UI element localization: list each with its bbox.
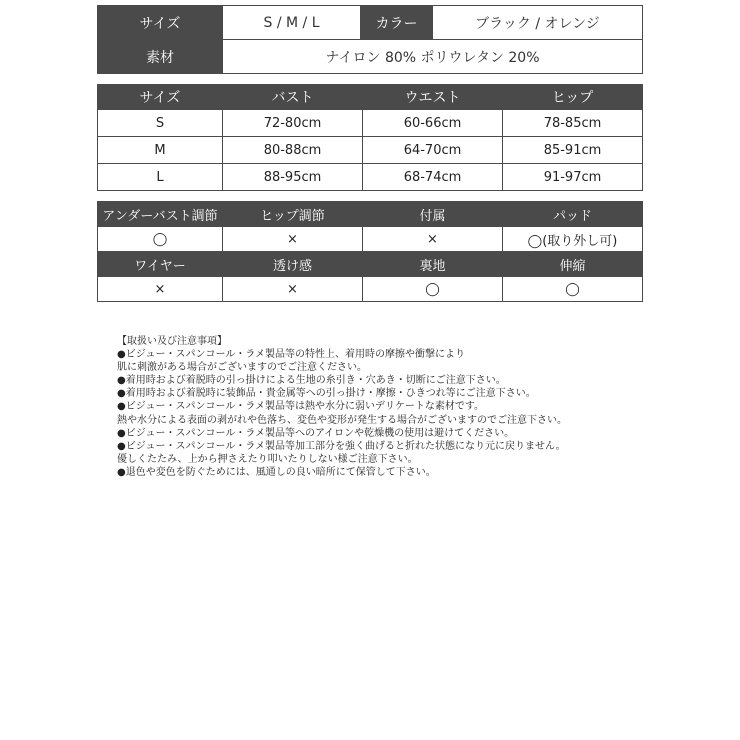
feature-header-accessory: 付属 [363,202,503,227]
size-cell: L [98,164,223,191]
spec-table [97,5,643,74]
notes-heading: 【取扱い及び注意事項】 [117,336,227,347]
note-line: ●着用時および着脱時に装飾品・貴金属等への引っ掛け・摩擦・ひきつれ等にご注意下さい。 [117,388,536,400]
material-value: ナイロン 80% ポリウレタン 20% [223,40,643,74]
features-header-row [98,202,643,227]
features-value-row [98,277,643,302]
note-line: 熱や水分による表面の剥がれや色落ち、変色や変形が発生する場合がございますのでご注意下さい。 [117,414,567,426]
note-line: ●ビジュー・スパンコール・ラメ製品等へのアイロンや乾燥機の使用は避けてください。 [117,427,515,439]
care-notes [117,335,637,479]
material-label: 素材 [98,40,223,74]
feature-header-lining: 裏地 [363,252,503,277]
feature-header-underbust: アンダーバスト調節 [98,202,223,227]
feature-value-hip-adjust: × [223,227,363,252]
note-line: ●着用時および着脱時の引っ掛けによる生地の糸引き・穴あき・切断にご注意下さい。 [117,375,506,387]
size-cell: S [98,110,223,137]
color-value: ブラック / オレンジ [433,6,643,40]
feature-value-underbust: ◯ [98,227,223,252]
size-value: S / M / L [223,6,361,40]
note-line: ●ビジュー・スパンコール・ラメ製品等の特性上、着用時の摩擦や衝撃により [117,349,466,361]
size-header-size: サイズ [98,85,223,110]
feature-header-pad: パッド [503,202,643,227]
waist-cell: 60-66cm [363,110,503,137]
feature-value-lining: ◯ [363,277,503,302]
size-table [97,84,643,191]
table-row [98,164,643,191]
feature-header-hip-adjust: ヒップ調節 [223,202,363,227]
feature-header-sheerness: 透け感 [223,252,363,277]
size-header-hip: ヒップ [503,85,643,110]
spec-row-material [98,40,643,74]
bust-cell: 88-95cm [223,164,363,191]
waist-cell: 68-74cm [363,164,503,191]
size-cell: M [98,137,223,164]
table-row [98,137,643,164]
feature-value-sheerness: × [223,277,363,302]
feature-value-wire: × [98,277,223,302]
note-line: ●ビジュー・スパンコール・ラメ製品等加工部分を強く曲げると折れた状態になり元に戻りません。 [117,440,566,452]
features-header-row [98,252,643,277]
size-table-header [98,85,643,110]
note-line: ●退色や変色を防ぐためには、風通しの良い暗所にて保管して下さい。 [117,466,436,478]
hip-cell: 78-85cm [503,110,643,137]
feature-value-accessory: × [363,227,503,252]
spec-row-size-color [98,6,643,40]
size-header-bust: バスト [223,85,363,110]
color-label: カラー [361,6,433,40]
waist-cell: 64-70cm [363,137,503,164]
note-line: 優しくたたみ、上から押さえたり叩いたりしない様ご注意下さい。 [117,453,418,465]
size-header-waist: ウエスト [363,85,503,110]
hip-cell: 85-91cm [503,137,643,164]
note-line: 肌に刺激がある場合がございますのでご注意ください。 [117,362,367,374]
bust-cell: 72-80cm [223,110,363,137]
feature-header-wire: ワイヤー [98,252,223,277]
bust-cell: 80-88cm [223,137,363,164]
feature-header-stretch: 伸縮 [503,252,643,277]
hip-cell: 91-97cm [503,164,643,191]
features-value-row [98,227,643,252]
features-table [97,201,643,302]
note-line: ●ビジュー・スパンコール・ラメ製品等は熱や水分に弱いデリケートな素材です。 [117,401,485,413]
size-label: サイズ [98,6,223,40]
feature-value-stretch: ◯ [503,277,643,302]
feature-value-pad: ◯(取り外し可) [503,227,643,252]
table-row [98,110,643,137]
